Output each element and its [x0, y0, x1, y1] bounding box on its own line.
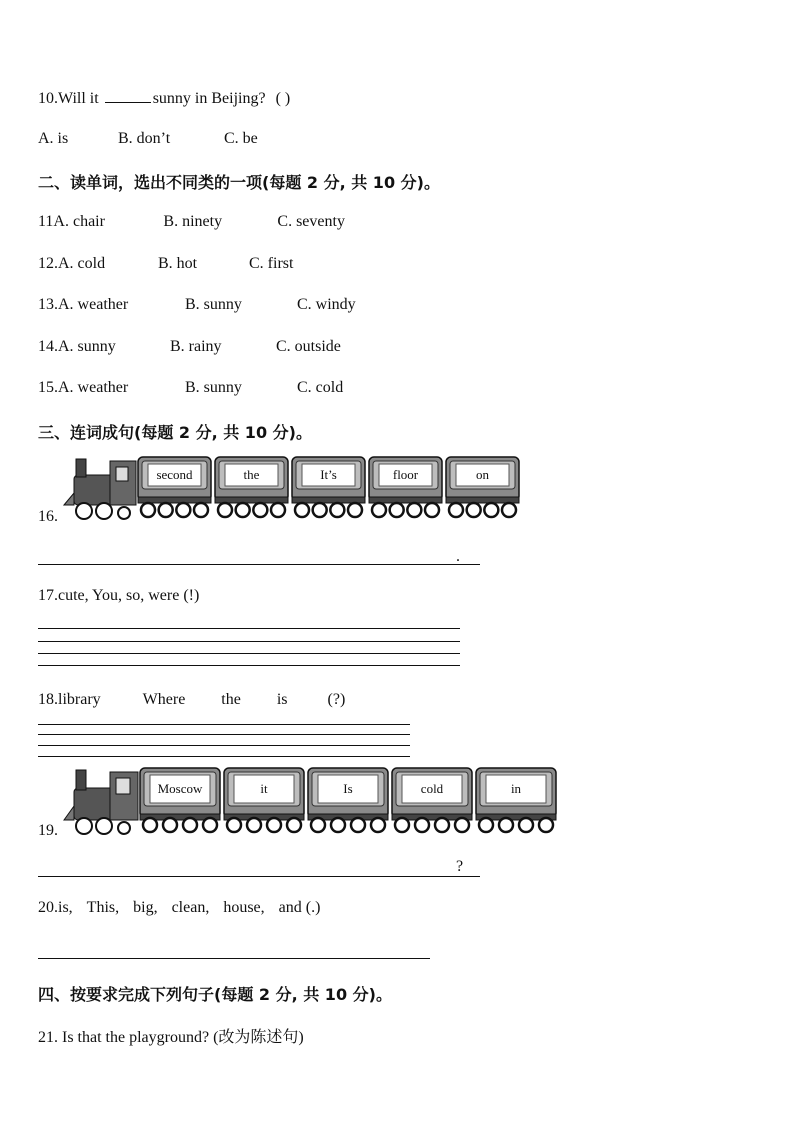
- wheel-icon: [141, 503, 155, 517]
- option-c[interactable]: C. first: [249, 255, 294, 272]
- answer-line[interactable]: [38, 756, 410, 757]
- train-word: second: [156, 467, 193, 482]
- option-c[interactable]: C. seventy: [277, 213, 345, 230]
- wheel-icon: [227, 818, 241, 832]
- wheel-icon: [313, 503, 327, 517]
- train-word: on: [476, 467, 489, 482]
- question-10: 10.Will it sunny in Beijing? ( ): [38, 90, 291, 107]
- wheel-icon: [218, 503, 232, 517]
- answer-line[interactable]: [38, 734, 410, 735]
- wheel-icon: [467, 503, 481, 517]
- train-car: [446, 457, 519, 517]
- question-mark: ?: [456, 858, 464, 875]
- train-word: It’s: [320, 467, 337, 482]
- wheel-icon: [407, 503, 421, 517]
- train-19: [62, 766, 557, 838]
- wheel-icon: [348, 503, 362, 517]
- train-word: floor: [392, 467, 419, 482]
- wheel-icon: [163, 818, 177, 832]
- option-b[interactable]: B. sunny: [185, 379, 242, 396]
- wheel-icon: [331, 818, 345, 832]
- wheel-icon: [499, 818, 513, 832]
- train-car: [476, 768, 556, 832]
- wheel-icon: [390, 503, 404, 517]
- locomotive-icon: [64, 770, 138, 834]
- wheel-icon: [143, 818, 157, 832]
- wheel-icon: [502, 503, 516, 517]
- answer-paren[interactable]: ( ): [275, 90, 291, 107]
- wheel-icon: [484, 503, 498, 517]
- question-14: 14.A. sunny B. rainy C. outside: [38, 338, 341, 355]
- section-3-title: 三、连词成句(每题 2 分, 共 10 分)。: [38, 423, 312, 442]
- wheel-icon: [194, 503, 208, 517]
- wheel-icon: [203, 818, 217, 832]
- answer-line[interactable]: [38, 653, 460, 654]
- question-20: 20.is, This, big, clean, house, and (.): [38, 899, 321, 916]
- train-car: [224, 768, 304, 832]
- question-13: 13.A. weather B. sunny C. windy: [38, 296, 356, 313]
- wheel-icon: [435, 818, 449, 832]
- wheel-icon: [253, 503, 267, 517]
- wheel-icon: [539, 818, 553, 832]
- wheel-icon: [236, 503, 250, 517]
- wheel-icon: [295, 503, 309, 517]
- option-a[interactable]: A. is: [38, 130, 69, 147]
- wheel-icon: [271, 503, 285, 517]
- wheel-icon: [311, 818, 325, 832]
- wheel-icon: [330, 503, 344, 517]
- train-word: Is: [343, 781, 353, 796]
- option-a[interactable]: A. cold: [58, 255, 106, 272]
- train-car: [292, 457, 365, 517]
- answer-line[interactable]: [38, 564, 480, 565]
- train-car: [369, 457, 442, 517]
- train-car: [138, 457, 211, 517]
- option-b[interactable]: B. rainy: [170, 338, 222, 355]
- answer-line[interactable]: [38, 724, 410, 725]
- wheel-icon: [519, 818, 533, 832]
- question-19-number: 19.: [38, 822, 58, 839]
- train-word: Moscow: [157, 781, 203, 796]
- option-a[interactable]: A. weather: [58, 296, 129, 313]
- option-b[interactable]: B. don’t: [118, 130, 171, 147]
- question-12: 12.A. cold B. hot C. first: [38, 255, 294, 272]
- question-21: 21. Is that the playground? (改为陈述句): [38, 1029, 304, 1046]
- locomotive-icon: [64, 459, 136, 519]
- wheel-icon: [287, 818, 301, 832]
- section-2-title: 二、读单词，选出不同类的一项(每题 2 分, 共 10 分)。: [38, 173, 440, 192]
- wheel-icon: [425, 503, 439, 517]
- train-car: [215, 457, 288, 517]
- answer-line[interactable]: [38, 628, 460, 629]
- option-a[interactable]: A. chair: [53, 213, 105, 230]
- train-word: in: [510, 781, 522, 796]
- answer-line[interactable]: [38, 958, 430, 959]
- wheel-icon: [247, 818, 261, 832]
- wheel-icon: [449, 503, 463, 517]
- question-18: 18.library Where the is (?): [38, 691, 346, 708]
- question-15: 15.A. weather B. sunny C. cold: [38, 379, 344, 396]
- wheel-icon: [415, 818, 429, 832]
- wheel-icon: [371, 818, 385, 832]
- wheel-icon: [455, 818, 469, 832]
- period-mark: .: [456, 548, 460, 565]
- section-4-title: 四、按要求完成下列句子(每题 2 分, 共 10 分)。: [38, 985, 392, 1004]
- train-16: [62, 455, 522, 523]
- answer-line[interactable]: [38, 641, 460, 642]
- train-car: [308, 768, 388, 832]
- train-car: [392, 768, 472, 832]
- wheel-icon: [372, 503, 386, 517]
- option-b[interactable]: B. hot: [158, 255, 198, 272]
- question-16-number: 16.: [38, 508, 58, 525]
- option-c[interactable]: C. be: [224, 130, 258, 147]
- train-car: [140, 768, 220, 832]
- answer-line[interactable]: [38, 745, 410, 746]
- wheel-icon: [183, 818, 197, 832]
- option-c[interactable]: C. windy: [297, 296, 356, 313]
- answer-line[interactable]: [38, 876, 480, 877]
- wheel-icon: [395, 818, 409, 832]
- option-a[interactable]: A. weather: [58, 379, 129, 396]
- answer-blank[interactable]: [105, 88, 151, 103]
- question-11: 11A. chair B. ninety C. seventy: [38, 213, 345, 230]
- wheel-icon: [479, 818, 493, 832]
- option-b[interactable]: B. sunny: [185, 296, 242, 313]
- train-word: cold: [420, 781, 444, 796]
- option-c[interactable]: C. cold: [297, 379, 344, 396]
- wheel-icon: [267, 818, 281, 832]
- wheel-icon: [176, 503, 190, 517]
- option-b[interactable]: B. ninety: [163, 213, 223, 230]
- question-10-options: [38, 130, 258, 148]
- option-a[interactable]: A. sunny: [58, 338, 116, 355]
- option-c[interactable]: C. outside: [276, 338, 341, 355]
- wheel-icon: [159, 503, 173, 517]
- answer-line[interactable]: [38, 665, 460, 666]
- question-17: 17.cute, You, so, were (!): [38, 587, 200, 604]
- train-word: the: [243, 467, 260, 482]
- train-word: it: [260, 781, 268, 796]
- wheel-icon: [351, 818, 365, 832]
